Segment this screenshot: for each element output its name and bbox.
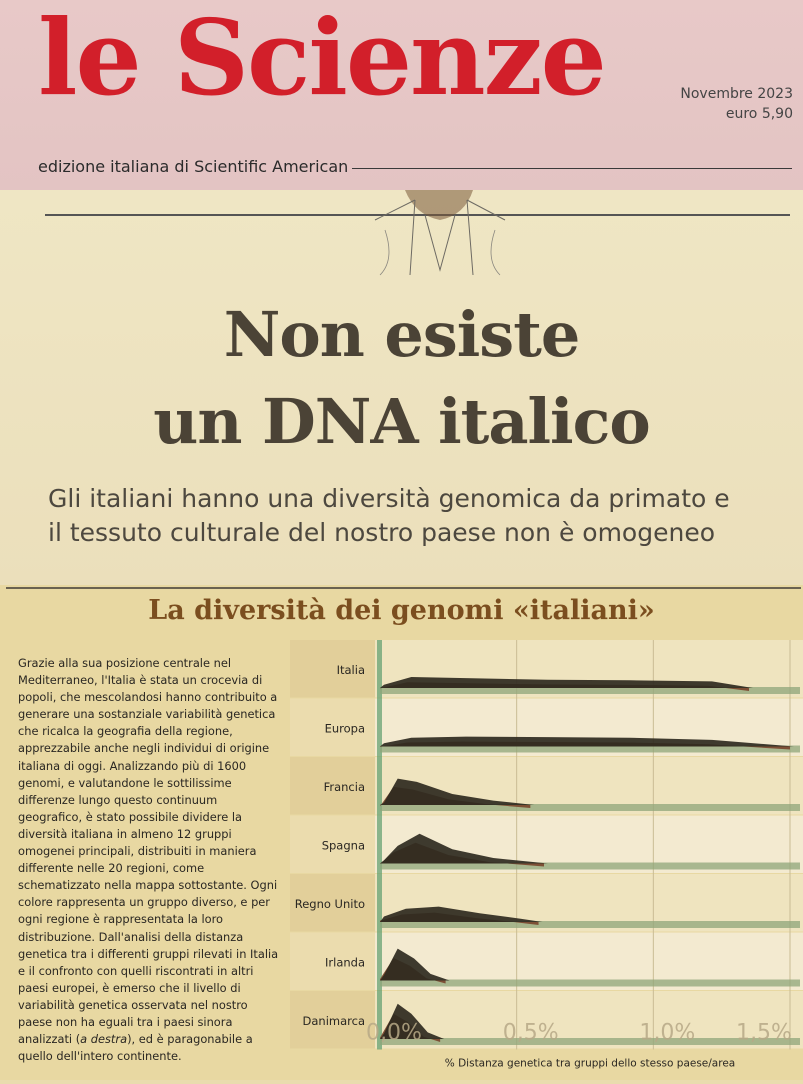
x-tick-label: 1,0% [639, 1020, 696, 1046]
issue-date: Novembre 2023 [680, 86, 793, 102]
issue-price: euro 5,90 [725, 106, 793, 122]
masthead [0, 0, 803, 190]
series-label: Francia [323, 780, 365, 794]
body-text-emphasis: a destra [80, 1032, 128, 1047]
article-subtitle [48, 482, 803, 550]
series-label: Regno Unito [294, 897, 365, 911]
series-baseline [380, 804, 800, 811]
series-baseline [380, 921, 800, 928]
series-label: Irlanda [325, 955, 365, 970]
x-tick-label: 0,5% [502, 1020, 559, 1046]
infobox-body-text [18, 655, 280, 1065]
infobox-divider [6, 587, 801, 589]
chart-svg [290, 640, 803, 1080]
body-text-part-2: ), ed è paragonabile a quello dell'intero continente. [18, 1032, 253, 1064]
article-title-line-1: Non esiste [223, 298, 580, 371]
article-header [0, 190, 803, 585]
series-baseline [380, 746, 800, 753]
subtitle-line-2: il tessuto culturale del nostro paese non è omogeneo [48, 518, 715, 547]
x-tick-label: 1,5% [736, 1020, 792, 1046]
genetic-distance-chart [290, 640, 803, 1084]
infobox [0, 585, 803, 1080]
series-label: Europa [324, 721, 365, 736]
series-label: Danimarca [302, 1014, 365, 1028]
x-axis-label: % Distanza genetica tra gruppi dello stesso paese/area [444, 1057, 736, 1070]
series-label: Spagna [321, 838, 365, 853]
article-title-line-2: un DNA italico [153, 385, 650, 458]
zero-line [377, 640, 382, 1050]
body-text-part-1: Grazie alla sua posizione centrale nel Mediterraneo, l'Italia è stata un crocevia di popoli, che mescolandosi hanno contribuito a generare una sostanziale variabilità genetica che ricalca la geografia della regione, apprezzabile anche negli individui di origine italiana di oggi. Analizzando più di 1600 genomi, e valutandone le sottilissime differenze lungo questo continuum geografico, è stato possibile dividere la diversità italiana in almeno 12 gruppi omogenei principali, distribuiti in maniera differente nelle 20 regioni, come schematizzato nella mappa sottostante. Ogni colore rappresenta un gruppo diverso, e per ogni regione è rappresentata la loro distribuzione. Dall'analisi della distanza genetica tra i differenti gruppi rilevati in Italia e il confronto con quelli riscontrati in altri paesi europei, è emerso che il livello di variabilità genetica osservata nel nostro paese non ha eguali tra i paesi sinora analizzati ( [18, 656, 279, 1047]
portrait-sketch-icon [355, 190, 525, 280]
magazine-tagline: edizione italiana di Scientific American [38, 157, 349, 176]
subtitle-line-1: Gli italiani hanno una diversità genomica da primato e [48, 484, 730, 513]
magazine-logo: le Scienze [38, 0, 605, 119]
tagline-divider [352, 168, 792, 169]
infobox-title: La diversità dei genomi «italiani» [148, 595, 655, 626]
series-baseline [380, 863, 800, 870]
x-tick-label: 0,0% [366, 1020, 422, 1046]
series-label: Italia [336, 663, 365, 677]
